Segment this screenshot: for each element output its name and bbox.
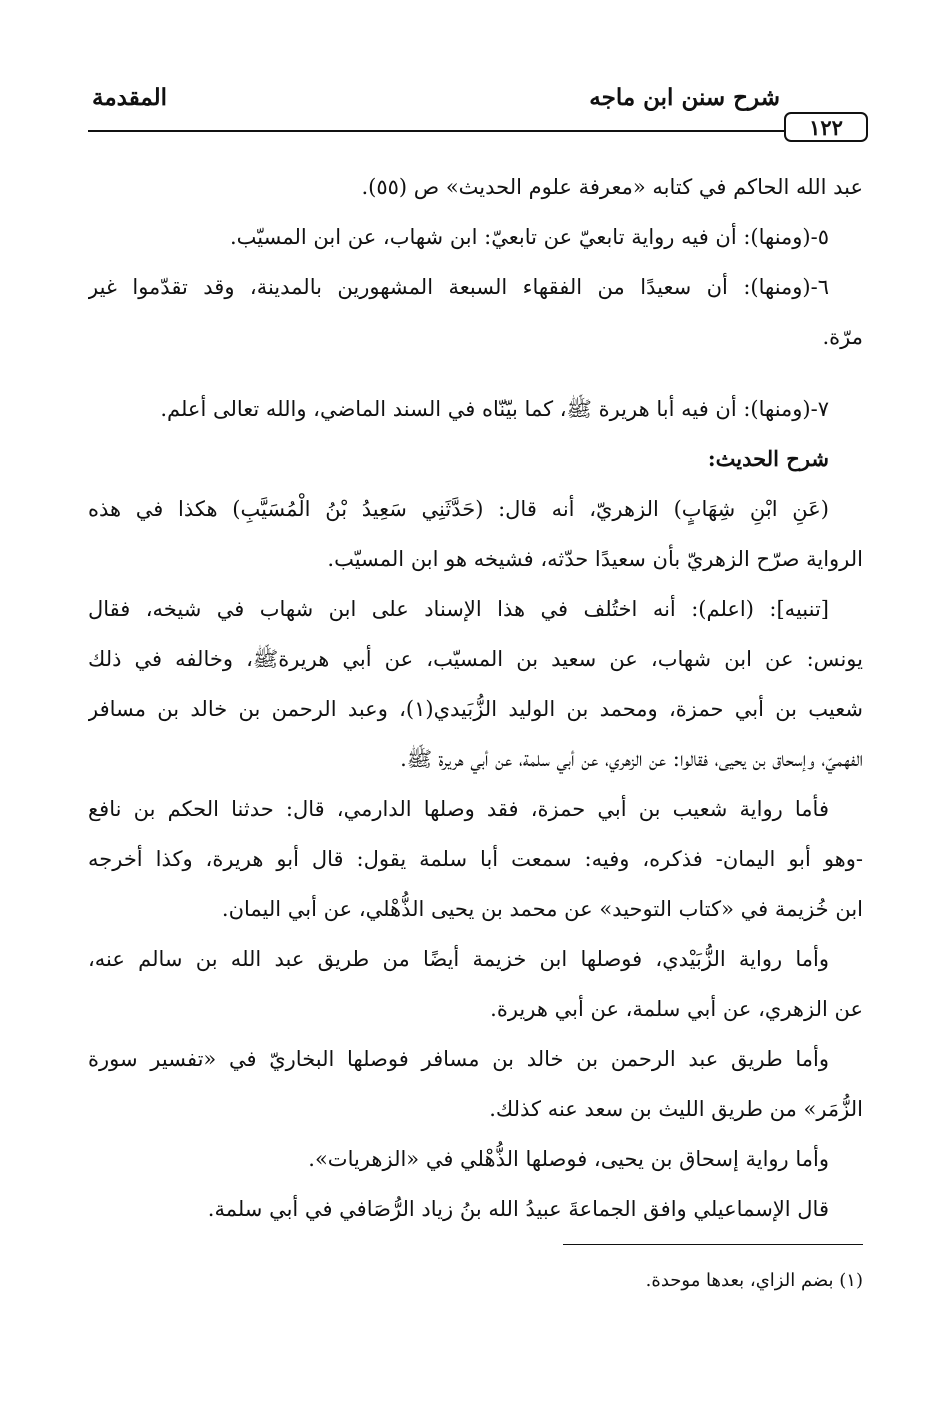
page-header	[88, 82, 868, 142]
text-line: وأما رواية الزُّبَيْدي، فوصلها ابن خزيمة أيضًا من طريق عبد الله بن سالم عنه،	[88, 947, 829, 971]
text-line: ٦-(ومنها): أن سعيدًا من الفقهاء السبعة المشهورين بالمدينة، وقد تقدّموا غير	[88, 275, 829, 299]
text-line: فأما رواية شعيب بن أبي حمزة، فقد وصلها الدارمي، قال: حدثنا الحكم بن نافع	[88, 797, 829, 821]
text-line: الزُّمَر» من طريق الليث بن سعد عنه كذلك.	[489, 1097, 863, 1121]
text-line: مرّة.	[822, 325, 863, 349]
text-line: الرواية صرّح الزهريّ بأن سعيدًا حدّثه، فشيخه هو ابن المسيّب.	[327, 547, 863, 571]
header-rule	[88, 130, 788, 132]
footnote-divider	[563, 1244, 863, 1245]
section-heading: شرح الحديث:	[707, 446, 829, 471]
text-line: الفهميّ، وإسحاق بن يحيى، فقالوا: عن الزهري، عن أبي سلمة، عن أبي هريرة ﷺ.	[400, 747, 863, 771]
text-line: ابن خُزيمة في «كتاب التوحيد» عن محمد بن يحيى الذُّهْلي، عن أبي اليمان.	[221, 897, 863, 921]
text-line: -وهو أبو اليمان- فذكره، وفيه: سمعت أبا سلمة يقول: قال أبو هريرة، وكذا أخرجه	[88, 847, 863, 871]
body-text	[88, 162, 863, 1234]
book-title: شرح سنن ابن ماجه	[589, 84, 780, 111]
text-line: عبد الله الحاكم في كتابه «معرفة علوم الحديث» ص (٥٥).	[361, 175, 863, 199]
text-line: ٥-(ومنها): أن فيه رواية تابعيّ عن تابعيّ: ابن شهاب، عن ابن المسيّب.	[229, 225, 829, 249]
text-line: [تنبيه]: (اعلم): أنه اختُلف في هذا الإسناد على ابن شهاب في شيخه، فقال	[88, 597, 829, 621]
page-number: ١٢٢	[784, 112, 868, 142]
footnote: (١) بضم الزاي، بعدها موحدة.	[645, 1270, 863, 1291]
text-line: ٧-(ومنها): أن فيه أبا هريرة ﷺ، كما بيّنّاه في السند الماضي، والله تعالى أعلم.	[160, 397, 829, 421]
text-line: وأما رواية إسحاق بن يحيى، فوصلها الذُّهْلي في «الزهريات».	[308, 1147, 829, 1171]
text-line: قال الإسماعيلي وافق الجماعةَ عبيدُ الله بنُ زياد الرُّصَافي في أبي سلمة.	[207, 1197, 829, 1221]
text-line: يونس: عن ابن شهاب، عن سعيد بن المسيّب، عن أبي هريرةﷺ، وخالفه في ذلك	[88, 647, 863, 671]
section-title: المقدمة	[92, 84, 168, 111]
text-line: عن الزهري، عن أبي سلمة، عن أبي هريرة.	[490, 997, 863, 1021]
text-line: وأما طريق عبد الرحمن بن خالد بن مسافر فوصلها البخاريّ في «تفسير سورة	[88, 1047, 829, 1071]
text-line: شعيب بن أبي حمزة، ومحمد بن الوليد الزُّبَيدي(١)، وعبد الرحمن بن خالد بن مسافر	[88, 697, 863, 721]
text-line: (عَنِ ابْنِ شِهَابٍ) الزهريّ، أنه قال: (حَدَّثَنِي سَعِيدُ بْنُ الْمُسَيَّبِ) هكذا في هذه	[88, 497, 829, 521]
